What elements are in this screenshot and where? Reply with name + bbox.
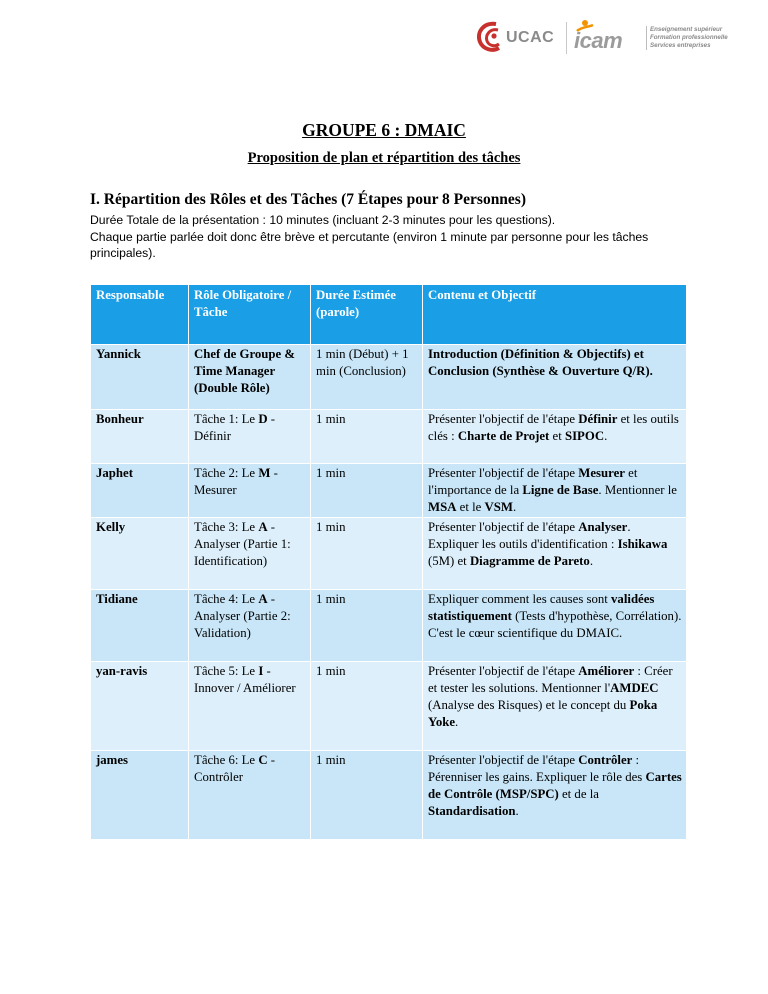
duration-cell: 1 min — [311, 518, 423, 590]
role-cell: Tâche 4: Le A - Analyser (Partie 2: Validation) — [189, 590, 311, 662]
content-cell: Présenter l'objectif de l'étape Mesurer et l'importance de la Ligne de Base. Mentionner le MSA et le VSM. — [423, 464, 687, 518]
table-row — [91, 464, 687, 518]
intro-line: Chaque partie parlée doit donc être brève et percutante (environ 1 minute par personne pour les tâches principales). — [90, 229, 649, 260]
responsable-cell: james — [91, 751, 189, 840]
header-logos — [474, 18, 728, 60]
responsable-cell: Yannick — [91, 345, 189, 410]
section-heading: I. Répartition des Rôles et des Tâches (7 Étapes pour 8 Personnes) — [90, 191, 527, 208]
table-row — [91, 590, 687, 662]
content-cell: Présenter l'objectif de l'étape Analyser. Expliquer les outils d'identification : Ishikawa (5M) et Diagramme de Pareto. — [423, 518, 687, 590]
intro-line: Durée Totale de la présentation : 10 minutes (incluant 2-3 minutes pour les questions). — [90, 213, 556, 227]
column-header: Rôle Obligatoire / Tâche — [189, 285, 311, 345]
page-title: GROUPE 6 : DMAIC — [302, 120, 466, 140]
duration-cell: 1 min — [311, 590, 423, 662]
table-row — [91, 410, 687, 464]
content-cell: Présenter l'objectif de l'étape Définir et les outils clés : Charte de Projet et SIPOC. — [423, 410, 687, 464]
content-cell: Expliquer comment les causes sont validées statistiquement (Tests d'hypothèse, Corrélation). C'est le cœur scientifique du DMAIC. — [423, 590, 687, 662]
table-row — [91, 345, 687, 410]
page-subtitle: Proposition de plan et répartition des tâches — [247, 150, 521, 166]
role-cell: Chef de Groupe & Time Manager (Double Rôle) — [189, 345, 311, 410]
table-row — [91, 518, 687, 590]
responsable-cell: yan-ravis — [91, 662, 189, 751]
role-cell: Tâche 6: Le C - Contrôler — [189, 751, 311, 840]
table-row — [91, 751, 687, 840]
column-header: Contenu et Objectif — [423, 285, 687, 345]
role-cell: Tâche 2: Le M - Mesurer — [189, 464, 311, 518]
column-header: Durée Estimée (parole) — [311, 285, 423, 345]
ucac-logo-text: UCAC — [506, 29, 555, 46]
table-row — [91, 662, 687, 751]
duration-cell: 1 min — [311, 464, 423, 518]
responsable-cell: Kelly — [91, 518, 189, 590]
duration-cell: 1 min (Début) + 1 min (Conclusion) — [311, 345, 423, 410]
role-cell: Tâche 3: Le A - Analyser (Partie 1: Identification) — [189, 518, 311, 590]
ucac-logo-icon — [474, 20, 504, 54]
logo-divider — [566, 22, 567, 54]
duration-cell: 1 min — [311, 662, 423, 751]
logo-divider — [646, 26, 647, 50]
content-cell: Introduction (Définition & Objectifs) et Conclusion (Synthèse & Ouverture Q/R). — [423, 345, 687, 410]
duration-cell: 1 min — [311, 751, 423, 840]
roles-table — [90, 284, 687, 840]
column-header: Responsable — [91, 285, 189, 345]
intro-paragraph — [90, 212, 670, 262]
role-cell: Tâche 5: Le I - Innover / Améliorer — [189, 662, 311, 751]
table-header-row — [91, 285, 687, 345]
responsable-cell: Bonheur — [91, 410, 189, 464]
responsable-cell: Japhet — [91, 464, 189, 518]
duration-cell: 1 min — [311, 410, 423, 464]
content-cell: Présenter l'objectif de l'étape Améliorer : Créer et tester les solutions. Mentionner l'AMDEC (Analyse des Risques) et le concept du Poka Yoke. — [423, 662, 687, 751]
role-cell: Tâche 1: Le D - Définir — [189, 410, 311, 464]
icam-logo-text: icam — [574, 28, 623, 53]
responsable-cell: Tidiane — [91, 590, 189, 662]
content-cell: Présenter l'objectif de l'étape Contrôler : Pérenniser les gains. Expliquer le rôle des Cartes de Contrôle (MSP/SPC) et de la Standardisation. — [423, 751, 687, 840]
icam-tagline: Enseignement supérieur Formation professionnelle Services entreprises — [650, 26, 728, 49]
